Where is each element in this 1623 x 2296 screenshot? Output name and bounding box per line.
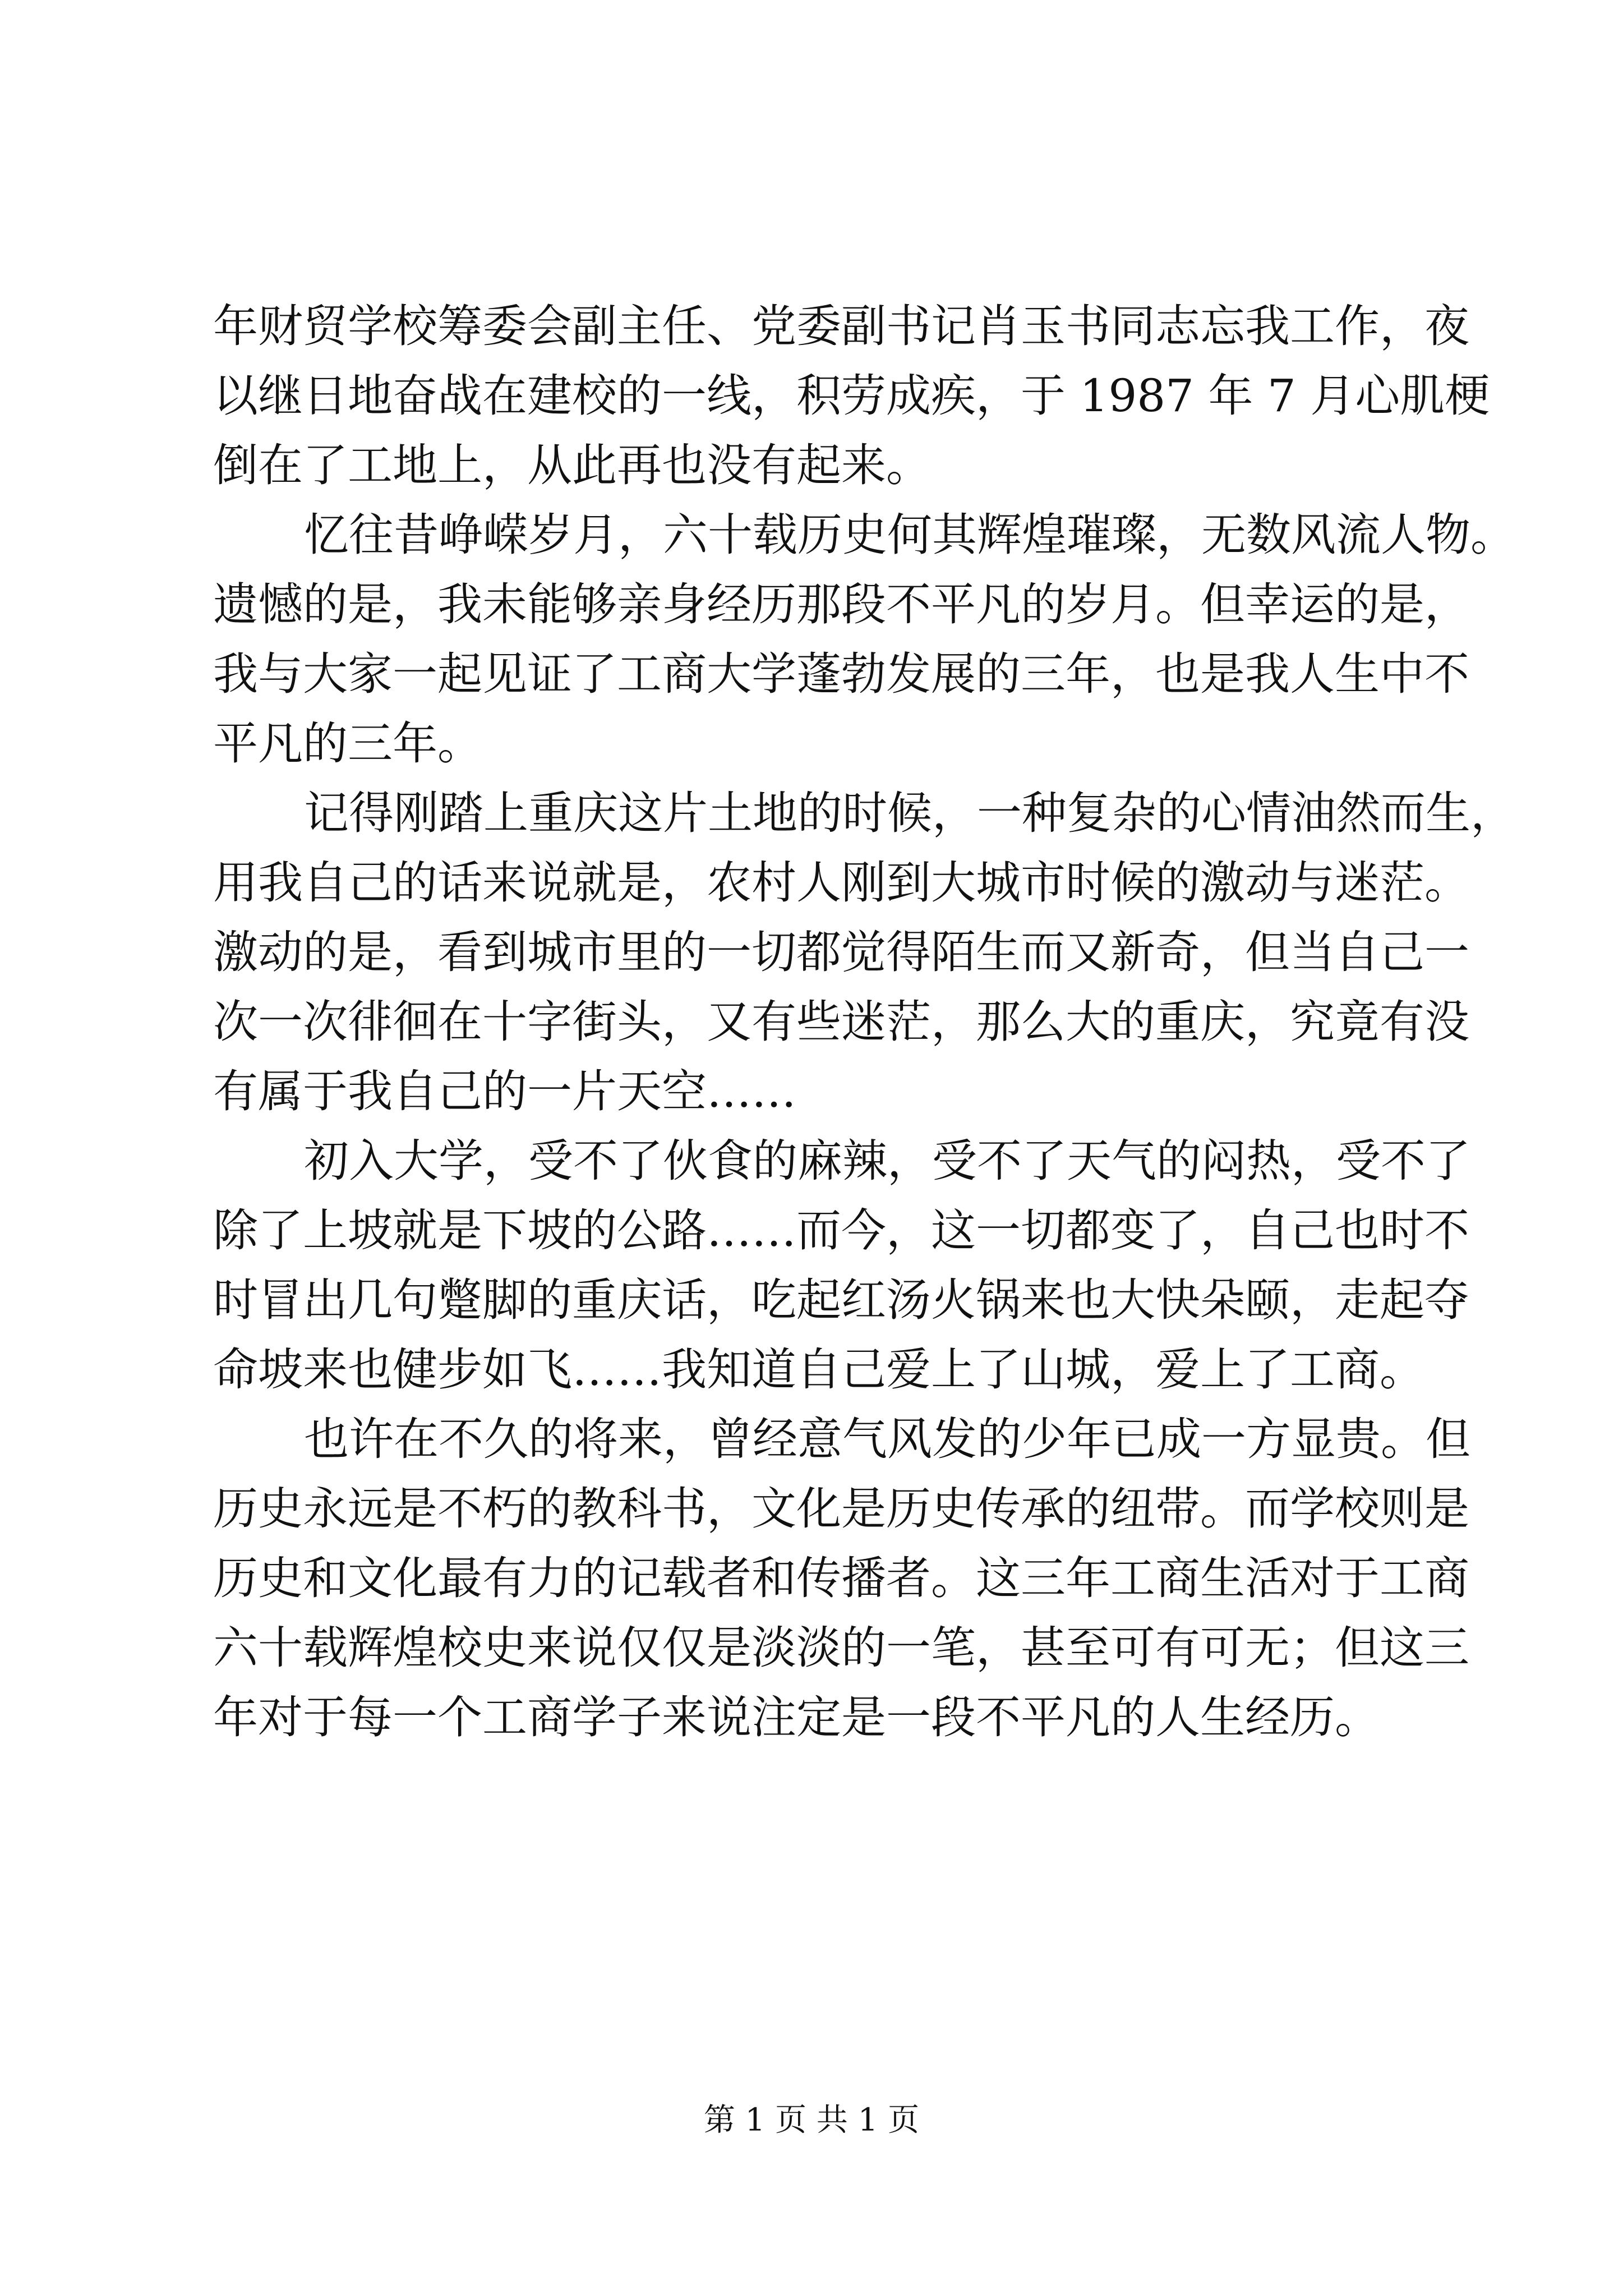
- text-line: 记得刚踏上重庆这片土地的时候，一种复杂的心情油然而生，: [304, 787, 1515, 839]
- text-line: 激动的是，看到城市里的一切都觉得陌生而又新奇，但当自己一: [213, 926, 1469, 978]
- text-line: 除了上坡就是下坡的公路……而今，这一切都变了，自己也时不: [213, 1204, 1469, 1257]
- text-line: 命坡来也健步如飞……我知道自己爱上了山城，爱上了工商。: [213, 1343, 1424, 1396]
- text-line: 历史和文化最有力的记载者和传播者。这三年工商生活对于工商: [213, 1552, 1469, 1604]
- page-number-footer: 第 1 页 共 1 页: [703, 2102, 920, 2138]
- text-line: 年对于每一个工商学子来说注定是一段不平凡的人生经历。: [213, 1691, 1380, 1743]
- text-line: 历史永远是不朽的教科书，文化是历史传承的纽带。而学校则是: [213, 1483, 1469, 1535]
- text-line: 次一次徘徊在十字街头，又有些迷茫，那么大的重庆，究竟有没: [213, 996, 1469, 1048]
- text-line: 时冒出几句蹩脚的重庆话，吃起红汤火锅来也大快朵颐，走起夺: [213, 1274, 1469, 1326]
- text-line: 平凡的三年。: [213, 717, 482, 770]
- text-line: 以继日地奋战在建校的一线，积劳成疾，于 1987 年 7 月心肌梗: [213, 370, 1490, 422]
- text-line: 六十载辉煌校史来说仅仅是淡淡的一笔，甚至可有可无；但这三: [213, 1622, 1469, 1674]
- text-line: 也许在不久的将来，曾经意气风发的少年已成一方显贵。但: [304, 1413, 1470, 1465]
- text-line: 倒在了工地上，从此再也没有起来。: [213, 439, 931, 491]
- text-line: 遗憾的是，我未能够亲身经历那段不平凡的岁月。但幸运的是，: [213, 578, 1469, 631]
- text-line: 忆往昔峥嵘岁月，六十载历史何其辉煌璀璨，无数风流人物。: [304, 509, 1515, 561]
- text-line: 初入大学，受不了伙食的麻辣，受不了天气的闷热，受不了: [304, 1135, 1470, 1187]
- text-line: 年财贸学校筹委会副主任、党委副书记肖玉书同志忘我工作，夜: [213, 300, 1469, 352]
- document-body: [213, 292, 1515, 1752]
- text-line: 我与大家一起见证了工商大学蓬勃发展的三年，也是我人生中不: [213, 648, 1469, 700]
- text-line: 用我自己的话来说就是，农村人刚到大城市时候的激动与迷茫。: [213, 857, 1469, 909]
- text-line: 有属于我自己的一片天空……: [213, 1065, 796, 1117]
